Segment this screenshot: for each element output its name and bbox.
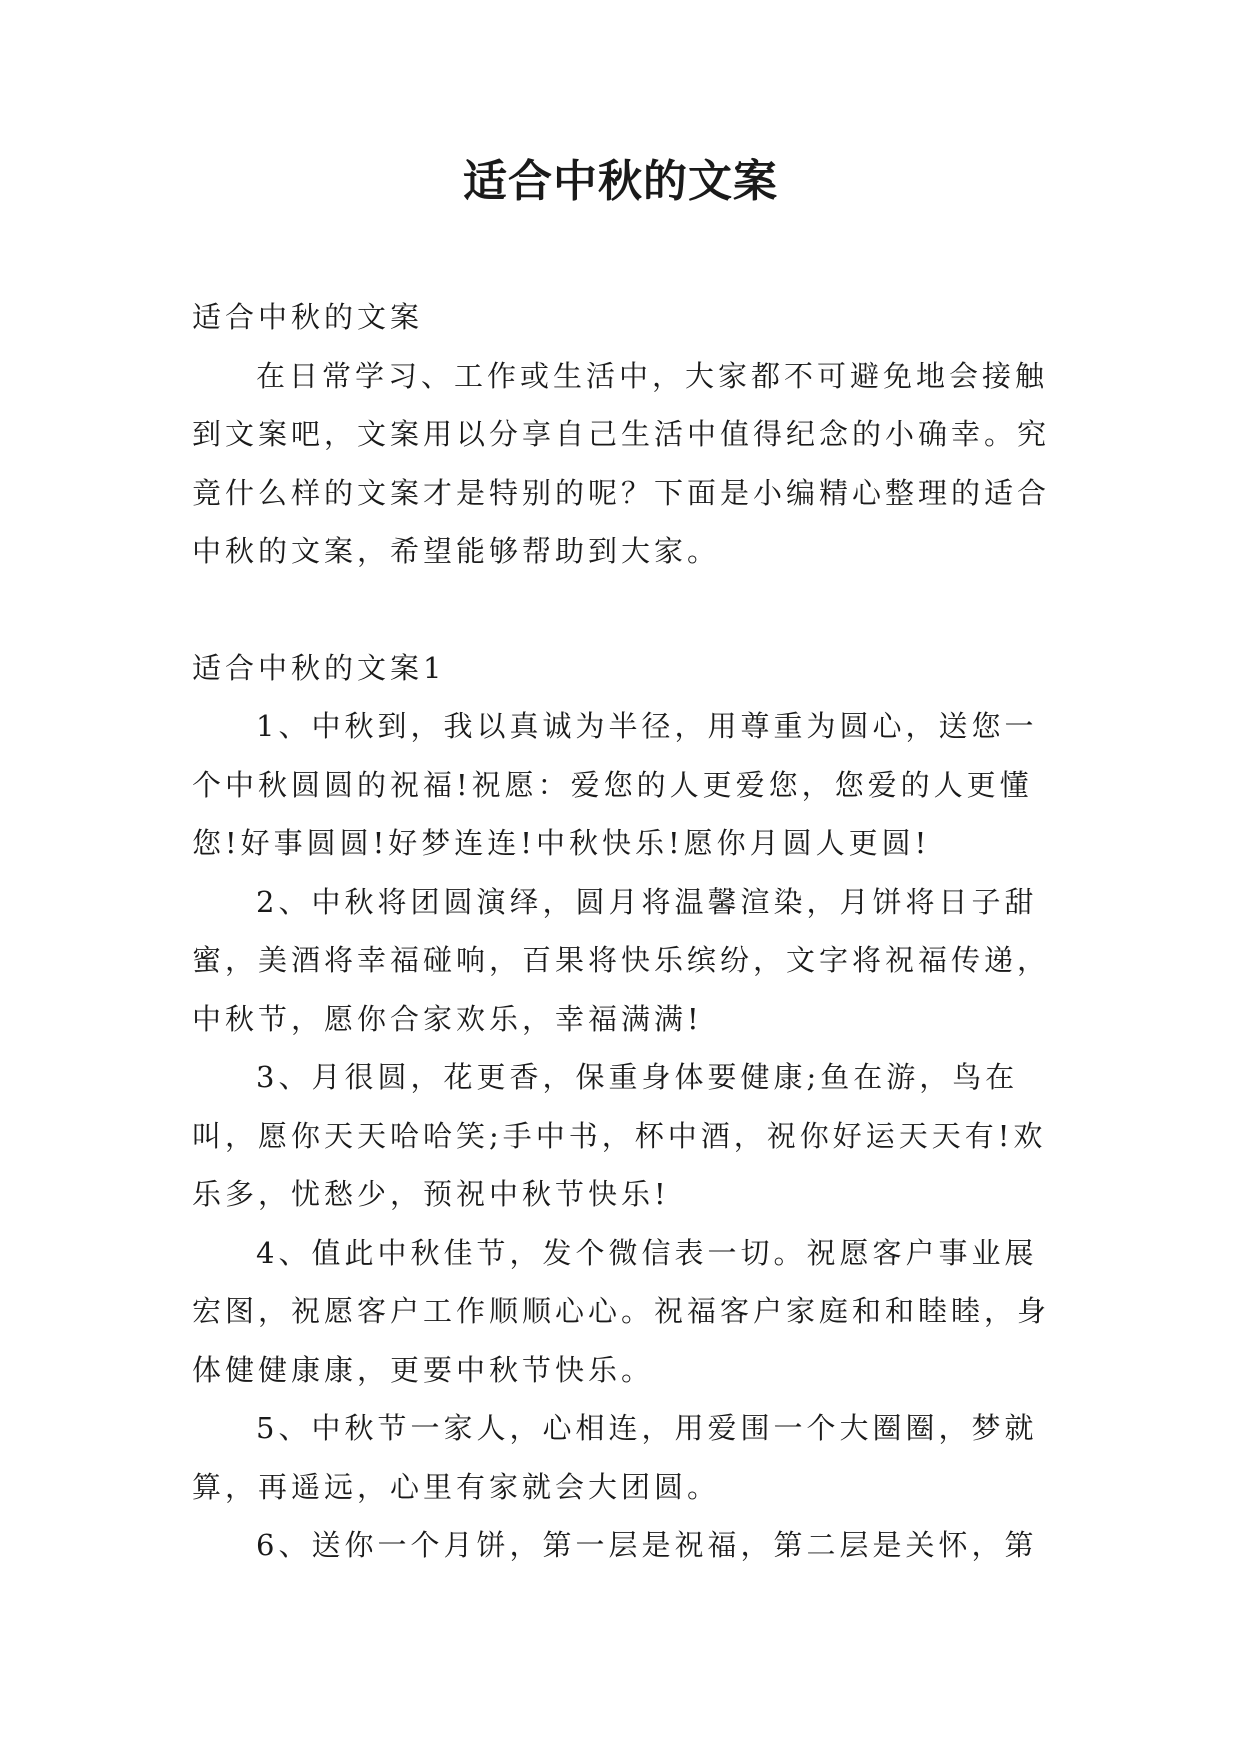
list-item: 3、月很圆，花更香，保重身体要健康;鱼在游，鸟在叫，愿你天天哈哈笑;手中书，杯中酒，祝你好运天天有!欢乐多，忧愁少，预祝中秋节快乐!	[192, 1060, 1047, 1211]
list-item: 6、送你一个月饼，第一层是祝福，第二层是关怀，第	[256, 1528, 1038, 1562]
intro-paragraph: 在日常学习、工作或生活中，大家都不可避免地会接触到文案吧，文案用以分享自己生活中值得纪念的小确幸。究竟什么样的文案才是特别的呢？下面是小编精心整理的适合中秋的文案，希望能够帮助到大家。	[192, 358, 1051, 568]
section-heading: 适合中秋的文案1	[192, 650, 446, 685]
list-item: 1、中秋到，我以真诚为半径，用尊重为圆心，送您一个中秋圆圆的祝福!祝愿：爱您的人更爱您，您爱的人更懂您!好事圆圆!好梦连连!中秋快乐!愿你月圆人更圆!	[192, 709, 1038, 860]
document-body	[192, 288, 1052, 1575]
intro-heading: 适合中秋的文案	[192, 300, 424, 334]
list-item: 4、值此中秋佳节，发个微信表一切。祝愿客户事业展宏图，祝愿客户工作顺顺心心。祝福客户家庭和和睦睦，身体健健康康，更要中秋节快乐。	[192, 1235, 1051, 1387]
list-item: 5、中秋节一家人，心相连，用爱围一个大圈圈，梦就算，再遥远，心里有家就会大团圆。	[192, 1411, 1038, 1504]
document-title: 适合中秋的文案	[463, 156, 778, 207]
list-item: 2、中秋将团圆演绎，圆月将温馨渲染，月饼将日子甜蜜，美酒将幸福碰响，百果将快乐缤纷，文字将祝福传递，中秋节，愿你合家欢乐，幸福满满!	[192, 884, 1051, 1036]
section-spacer	[192, 581, 1052, 639]
